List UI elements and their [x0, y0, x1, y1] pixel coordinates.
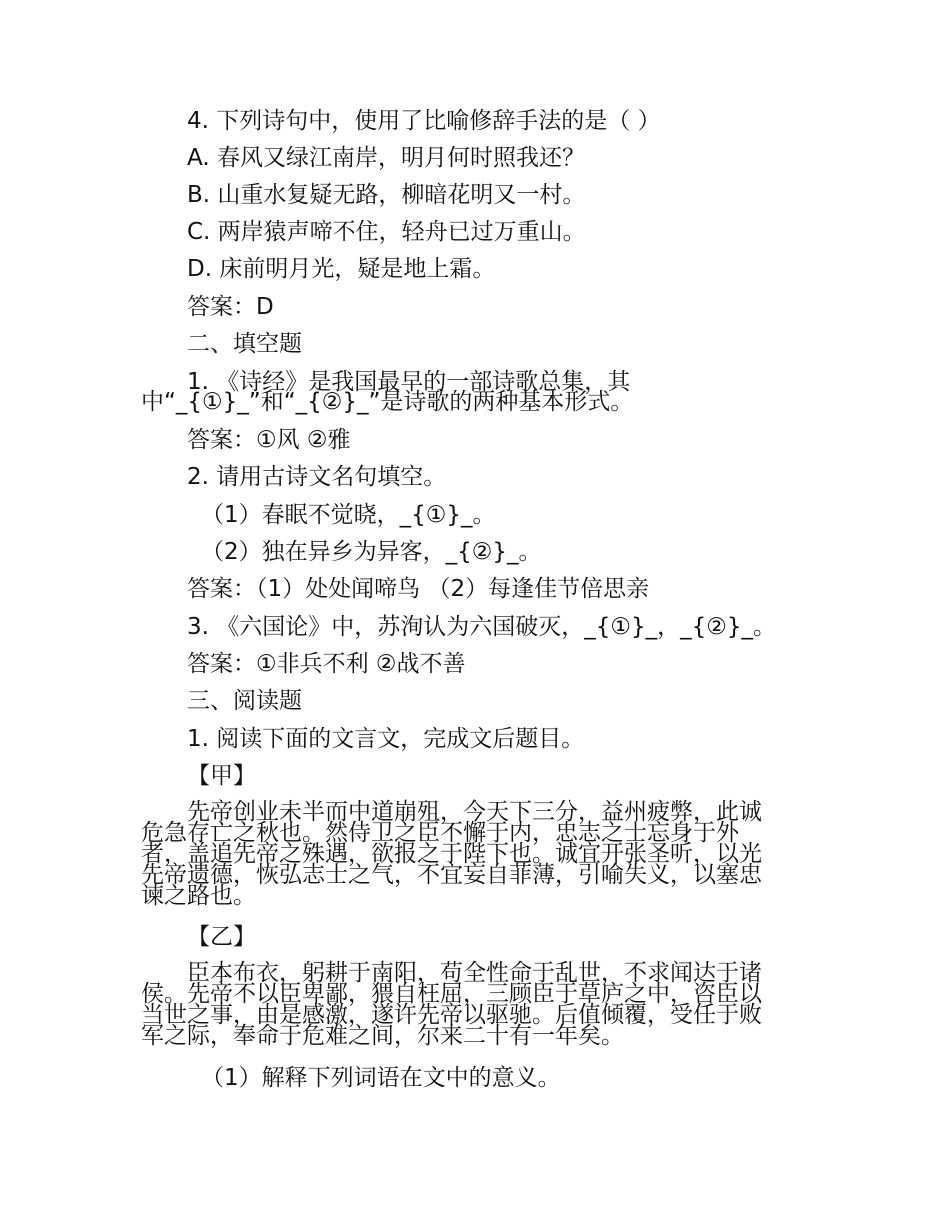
- option-d: D. 床前明月光，疑是地上霜。: [187, 256, 496, 282]
- passage-jia-line: 危急存亡之秋也。然侍卫之臣不懈于内，忠志之士忘身于外: [141, 820, 739, 846]
- section-3-heading: 三、阅读题: [187, 688, 302, 714]
- fill-question-3-answer: 答案：①非兵不利 ②战不善: [187, 651, 466, 677]
- fill-question-1-line1: 1. 《诗经》是我国最早的一部诗歌总集，其: [187, 369, 631, 395]
- passage-yi-line: 当世之事，由是感激，遂许先帝以驱驰。后值倾覆，受任于败: [141, 1002, 762, 1028]
- question-4-answer: 答案：D: [187, 294, 274, 320]
- passage-jia-line: 者，盖追先帝之殊遇，欲报之于陛下也。诚宜开张圣听，以光: [141, 841, 762, 867]
- fill-question-2-stem: 2. 请用古诗文名句填空。: [187, 464, 447, 490]
- passage-yi-label: 【乙】: [187, 924, 256, 950]
- passage-jia: [141, 799, 821, 909]
- passage-yi-line: 军之际，奉命于危难之间，尔来二十有一年矣。: [141, 1023, 624, 1049]
- fill-question-2-answer: 答案：（1）处处闻啼鸟 （2）每逢佳节倍思亲: [187, 576, 650, 602]
- fill-question-2-item-1: （1）春眠不觉晓，_{①}_。: [201, 502, 496, 528]
- reading-question-1-stem: 1. 阅读下面的文言文，完成文后题目。: [187, 726, 585, 752]
- passage-jia-line: 谏之路也。: [141, 883, 256, 909]
- fill-question-2-item-2: （2）独在异乡为异客，_{②}_。: [201, 539, 542, 565]
- fill-question-1-answer: 答案：①风 ②雅: [187, 427, 351, 453]
- passage-jia-line: 先帝遗德，恢弘志士之气，不宜妄自菲薄，引喻失义，以塞忠: [141, 862, 762, 888]
- passage-jia-line: 先帝创业未半而中道崩殂，今天下三分，益州疲弊，此诚: [187, 799, 762, 825]
- option-a: A. 春风又绿江南岸，明月何时照我还？: [187, 145, 585, 171]
- option-b: B. 山重水复疑无路，柳暗花明又一村。: [187, 182, 586, 208]
- passage-yi-line: 侯。先帝不以臣卑鄙，猥自枉屈，三顾臣于草庐之中，咨臣以: [141, 981, 762, 1007]
- question-4-stem: 4. 下列诗句中，使用了比喻修辞手法的是（ ）: [187, 108, 661, 134]
- fill-question-1-line2: 中“_{①}_”和“_{②}_”是诗歌的两种基本形式。: [141, 389, 634, 415]
- reading-subquestion-1: （1）解释下列词语在文中的意义。: [201, 1065, 561, 1091]
- passage-yi: [141, 960, 821, 1049]
- fill-question-3-stem: 3. 《六国论》中，苏洵认为六国破灭，_{①}_，_{②}_。: [187, 614, 777, 640]
- passage-jia-label: 【甲】: [187, 763, 256, 789]
- option-c: C. 两岸猿声啼不住，轻舟已过万重山。: [187, 219, 586, 245]
- passage-yi-line: 臣本布衣，躬耕于南阳，苟全性命于乱世，不求闻达于诸: [187, 960, 762, 986]
- section-2-heading: 二、填空题: [187, 331, 302, 357]
